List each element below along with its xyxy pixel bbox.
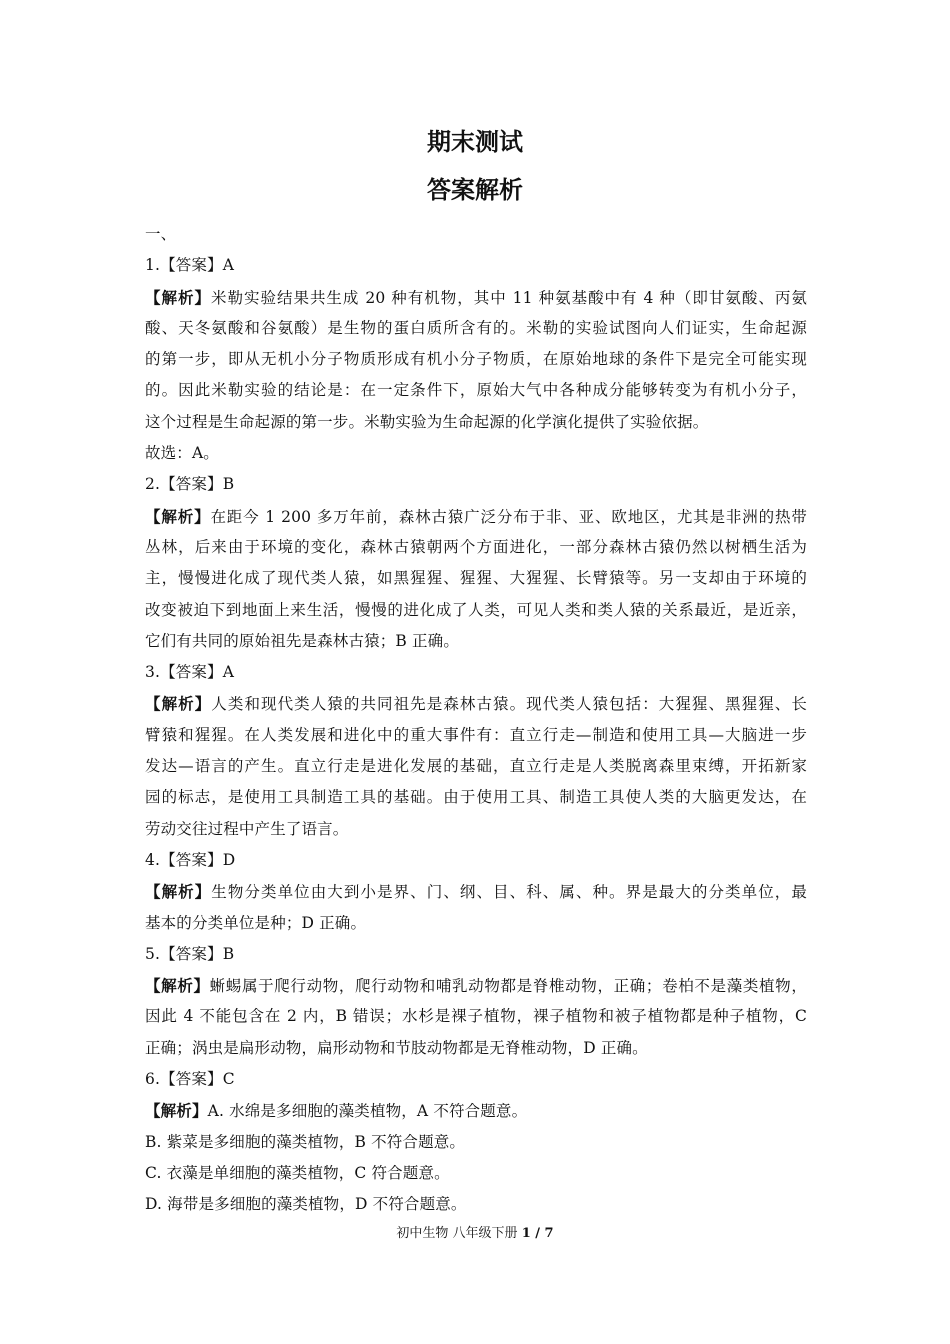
q3-explanation-line: 发达—语言的产生。直立行走是进化发展的基础，直立行走是人类脱离森里束缚，开拓新家 <box>145 757 807 776</box>
q4-explanation-line: 【解析】生物分类单位由大到小是界、门、纲、目、科、属、种。界是最大的分类单位，最 <box>145 882 807 902</box>
q3-explanation-line: 园的标志，是使用工具制造工具的基础。由于使用工具、制造工具使人类的大脑更发达，在 <box>145 788 807 807</box>
q2-explanation-line: 【解析】在距今 1 200 多万年前，森林古猿广泛分布于非、亚、欧地区，尤其是非洲的热带 <box>145 506 807 526</box>
q4-answer: 4.【答案】D <box>145 850 236 869</box>
explanation-label: 【解析】 <box>145 287 211 307</box>
q1-explanation-line: 的第一步，即从无机小分子物质形成有机小分子物质，在原始地球的条件下是完全可能实现 <box>145 350 807 369</box>
q1-explanation-line: 酸、天冬氨酸和谷氨酸）是生物的蛋白质所含有的。米勒的实验试图向人们证实，生命起源 <box>145 318 807 337</box>
q6-explanation-line: C. 衣藻是单细胞的藻类植物，C 符合题意。 <box>145 1163 450 1182</box>
q2-answer: 2.【答案】B <box>145 475 235 494</box>
q6-answer: 6.【答案】C <box>145 1070 235 1089</box>
q2-explanation-line: 丛林，后来由于环境的变化，森林古猿朝两个方面进化，一部分森林古猿仍然以树栖生活为 <box>145 537 807 556</box>
q3-answer: 3.【答案】A <box>145 663 235 682</box>
q6-explanation-line: D. 海带是多细胞的藻类植物，D 不符合题意。 <box>145 1195 467 1214</box>
explanation-label: 【解析】 <box>145 1101 208 1121</box>
explanation-label: 【解析】 <box>145 694 212 714</box>
page-subtitle: 答案解析 <box>427 176 523 204</box>
q3-explanation-line: 臂猿和猩猩。在人类发展和进化中的重大事件有：直立行走—制造和使用工具—大脑进一步 <box>145 725 807 744</box>
q5-explanation-line: 【解析】蜥蜴属于爬行动物，爬行动物和哺乳动物都是脊椎动物，正确；卷柏不是藻类植物， <box>145 976 807 996</box>
page-footer <box>0 1224 950 1244</box>
q5-explanation-line: 因此 4 不能包含在 2 内，B 错误；水杉是裸子植物，裸子植物和被子植物都是种子植物，C <box>145 1007 807 1026</box>
explanation-label: 【解析】 <box>145 882 212 902</box>
q6-explanation-line: 【解析】A. 水绵是多细胞的藻类植物，A 不符合题意。 <box>145 1101 528 1121</box>
q4-explanation-line: 基本的分类单位是种；D 正确。 <box>145 913 367 932</box>
section-heading: 一、 <box>145 225 177 243</box>
q2-explanation-line: 主，慢慢进化成了现代类人猿，如黑猩猩、猩猩、大猩猩、长臂猿等。另一支却由于环境的 <box>145 569 807 588</box>
q2-explanation-line: 改变被迫下到地面上来生活，慢慢的进化成了人类，可见人类和类人猿的关系最近，是近亲， <box>145 600 807 619</box>
q1-explanation-line: 的。因此米勒实验的结论是：在一定条件下，原始大气中各种成分能够转变为有机小分子， <box>145 381 807 400</box>
q1-explanation-line: 这个过程是生命起源的第一步。米勒实验为生命起源的化学演化提供了实验依据。 <box>145 412 709 431</box>
q3-explanation-line: 劳动交往过程中产生了语言。 <box>145 819 349 838</box>
q1-answer: 1.【答案】A <box>145 256 235 275</box>
q1-choice: 故选：A。 <box>145 444 219 463</box>
page-number: 1 / 7 <box>521 1226 554 1241</box>
explanation-label: 【解析】 <box>145 506 211 526</box>
answer-content <box>145 219 807 1221</box>
q5-explanation-line: 正确；涡虫是扁形动物，扁形动物和节肢动物都是无脊椎动物，D 正确。 <box>145 1038 648 1057</box>
q5-answer: 5.【答案】B <box>145 944 235 963</box>
q1-explanation-line: 【解析】米勒实验结果共生成 20 种有机物，其中 11 种氨基酸中有 4 种（即甘氨酸、丙氨 <box>145 287 807 307</box>
page-title: 期末测试 <box>427 128 523 156</box>
q6-explanation-line: B. 紫菜是多细胞的藻类植物，B 不符合题意。 <box>145 1132 466 1151</box>
q2-explanation-line: 它们有共同的原始祖先是森林古猿；B 正确。 <box>145 631 459 650</box>
explanation-label: 【解析】 <box>145 976 210 996</box>
q3-explanation-line: 【解析】人类和现代类人猿的共同祖先是森林古猿。现代类人猿包括：大猩猩、黑猩猩、长 <box>145 694 807 714</box>
footer-text: 初中生物 八年级下册 <box>396 1226 522 1241</box>
